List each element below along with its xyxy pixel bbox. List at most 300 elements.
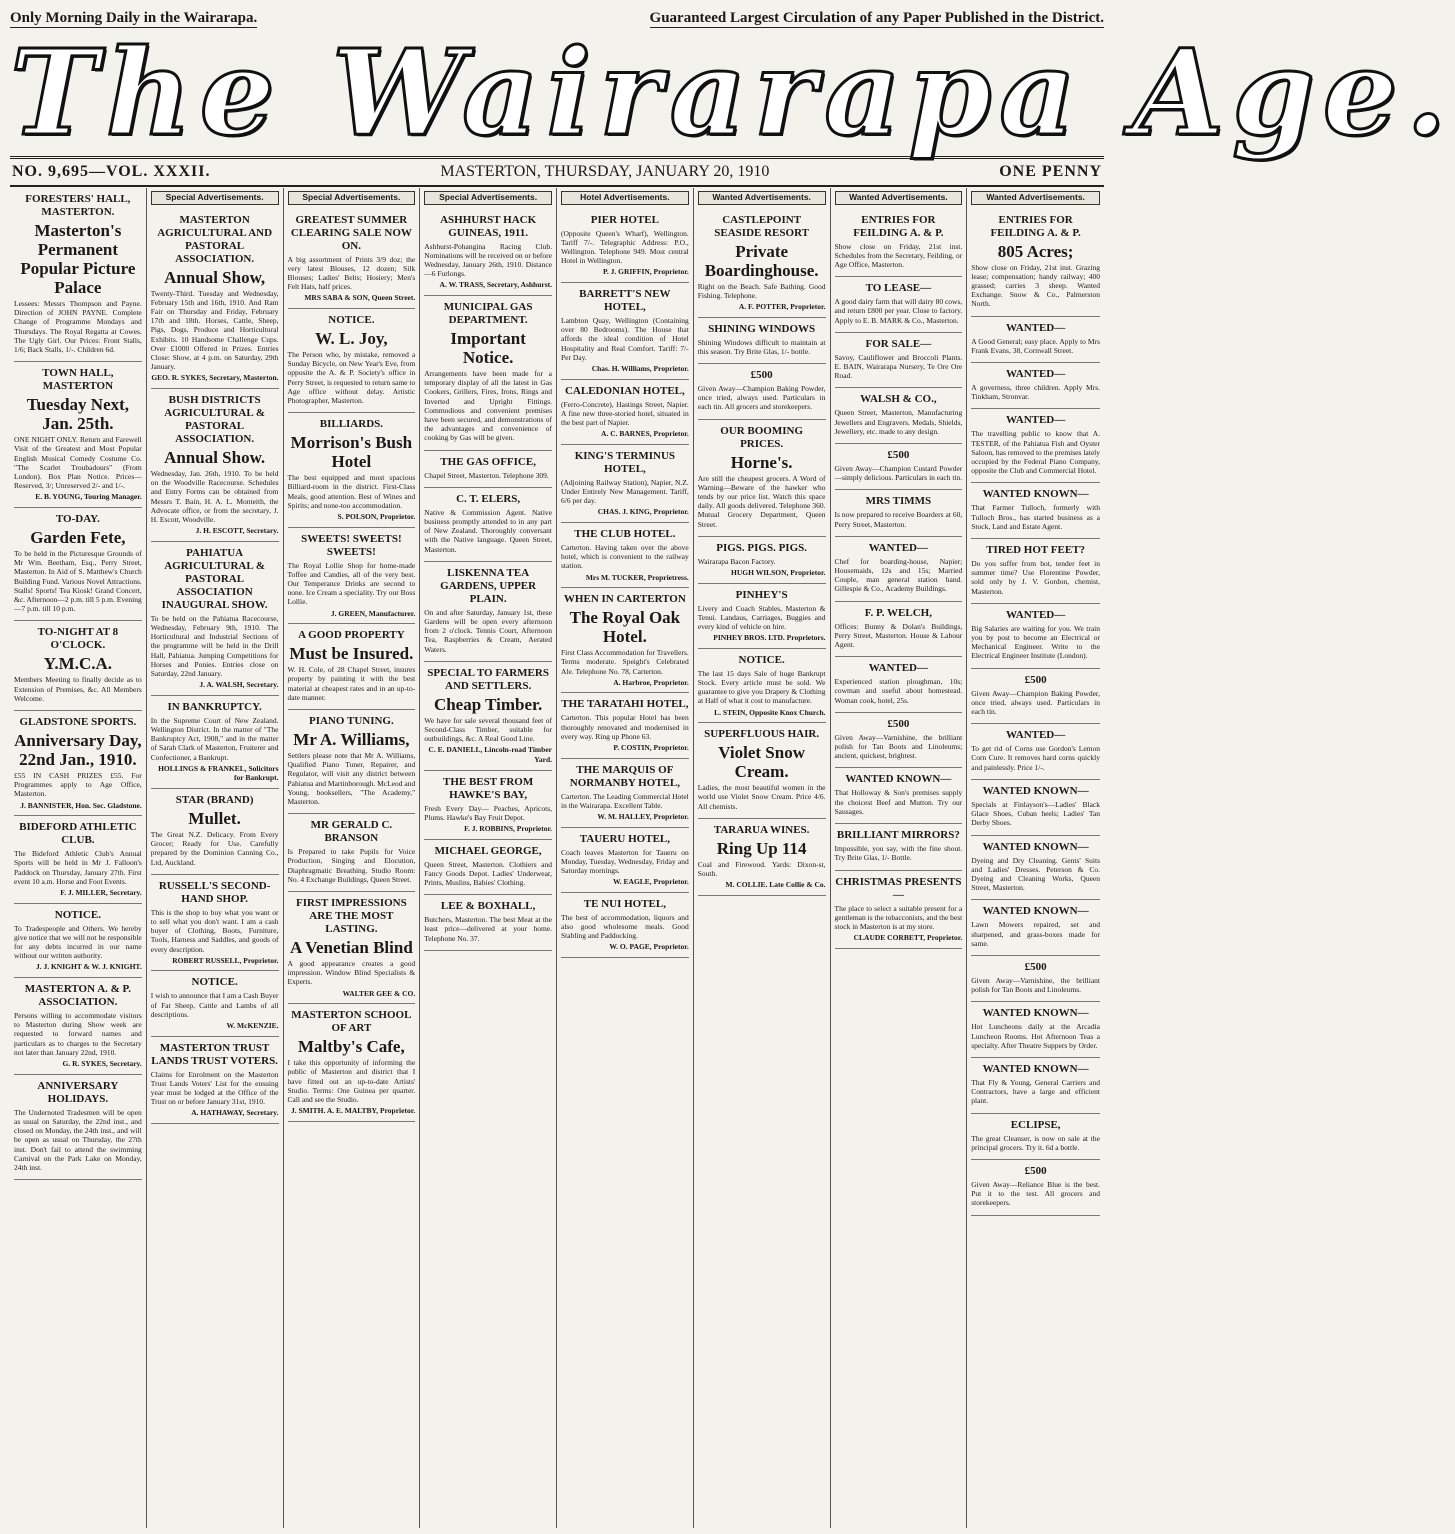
ad-title: CASTLEPOINT SEASIDE RESORT [714, 213, 809, 239]
ad-title: THE BEST FROM HAWKE'S BAY, [442, 775, 534, 801]
advertisement [424, 840, 552, 896]
ad-title: PIER HOTEL [590, 213, 659, 226]
ad-body: Big Salaries are waiting for you. We train you by post to become an Electrical or Mechanical Engineer. Write to the Electrical Engineer Institute (London). [971, 623, 1100, 661]
ad-big: Y.M.C.A. [43, 654, 113, 674]
ad-sign: W. O. PAGE, Proprietor. [609, 942, 689, 952]
ad-body: Coal and Firewood. Yards: Dixon-st, South. [697, 859, 826, 879]
top-right-slogan: Guaranteed Largest Circulation of any Paper Published in the District. [649, 10, 1104, 26]
ad-body: Livery and Coach Stables, Masterton & Tenui. Landaus, Carriages, Buggies and every kind of vehicle on hire. [697, 603, 826, 632]
ad-title: WANTED— [1005, 321, 1066, 334]
ad-title: BUSH DISTRICTS AGRICULTURAL & PASTORAL ASSOCIATION. [164, 394, 265, 446]
advertisement [151, 971, 279, 1036]
ad-body: Fresh Every Day— Peaches, Apricots, Plums. Hawke's Bay Fruit Depot. [424, 803, 552, 822]
ad-body: (Ferro-Concrete), Hastings Street, Napier. A fine new three-storied hotel, situated in the best part of Napier. [561, 399, 689, 428]
ad-body: To Tradespeople and Others. We hereby give notice that we will not be responsible for any debts incurred in our name without our written authority. [14, 923, 142, 961]
ad-sign: P. J. GRIFFIN, Proprietor. [602, 267, 689, 277]
ad-body: Right on the Beach. Safe Bathing. Good Fishing. Telephone. [697, 281, 826, 300]
ad-title: RUSSELL'S SECOND-HAND SHOP. [158, 879, 271, 905]
ad-sign: W. McKENZIE. [226, 1021, 279, 1031]
ad-body: Is Prepared to take Pupils for Voice Production, Singing and Elocution, Diaphragmatic Breathing. Studio Room: No. 4 Exchange Buildings, Queen Street. [287, 847, 416, 884]
ad-body: Given Away—Champion Baking Powder, once tried, always used. Particulars in each tin. [971, 688, 1100, 717]
ad-title: BRILLIANT MIRRORS? [836, 829, 960, 842]
advertisement [698, 584, 826, 649]
ad-sign: A. F. POTTER, Proprietor. [738, 302, 826, 311]
column-1 [10, 188, 147, 1528]
advertisement [835, 657, 963, 713]
ad-big: Annual Show. [164, 448, 266, 468]
advertisement [698, 209, 826, 318]
ad-title: LISKENNA TEA GARDENS, UPPER PLAIN. [440, 566, 537, 605]
advertisement [561, 523, 689, 588]
column-3 [284, 188, 421, 1528]
ad-body: On and after Saturday, January 1st, these Gardens will be open every afternoon from 2 o'clock. Tennis Court, Afternoon Tea, Raspberries & Cream, Aerated Waters. [424, 607, 552, 654]
ad-body: Experienced station ploughman, 10s; cowman and useful about homestead. Woman cook, hotel, 25s. [834, 677, 963, 705]
ad-body: £55 IN CASH PRIZES £55. For Programmes apply to Age Office, Masterton. [14, 771, 142, 799]
ad-body: Is now prepared to receive Boarders at 60, Perry Street, Masterton. [834, 510, 963, 529]
ad-big: Private Boardinghouse. [704, 241, 819, 280]
advertisement [14, 188, 142, 362]
ad-title: TO LEASE— [865, 282, 932, 295]
ad-title: PINHEY'S [735, 588, 788, 601]
advertisement [835, 444, 963, 490]
ad-sign: GEO. R. SYKES, Secretary, Masterton. [151, 373, 279, 383]
ad-title: TIRED HOT FEET? [986, 544, 1086, 557]
ad-body: The travelling public to know that A. TESTER, of the Pahiatua Fish and Oyster Saloon, has removed to the premises lately occupied by the Federal Piano Company, opposite the Club and Commercial Hotel. [971, 429, 1100, 476]
advertisement [424, 488, 552, 562]
ad-sign: A. Harbroe, Proprietor. [613, 677, 689, 687]
ad-body: Show close on Friday, 21st inst. Schedules from the Secretary, Feilding, or Age Office, Masterton. [834, 241, 963, 269]
ad-body: Persons willing to accommodate visitors to Masterton during Show week are requested to forward names and particulars as to charges to the Secretary not later than January 22nd, 1910. [14, 1011, 142, 1057]
advertisement [971, 483, 1100, 539]
ad-body: Lambton Quay, Wellington (Containing over 80 Bedrooms). The House that affords the ideal condition of Hotel Hospitality and Real Comfort. Tariff: 7/- Per Day. [561, 316, 689, 362]
ad-sign: J. H. ESCOTT, Secretary. [195, 526, 279, 536]
ad-sign: W. M. HALLEY, Proprietor. [597, 812, 689, 822]
ad-title: MASTERTON AGRICULTURAL AND PASTORAL ASSOCIATION. [157, 213, 273, 265]
ad-title: STAR (BRAND) [175, 794, 254, 807]
ad-sign: E. B. YOUNG, Touring Manager. [35, 492, 142, 502]
ad-body: To be held in the Picturesque Grounds of Mr Wm. Beetham, Esq., Perry Street, Masterton. In Aid of S. Matthew's Church Building Fund. Various Novel Attractions. Stalls! Sports! Tea Kiosk! Grand Concert, &c. Afternoon—2 p.m. till 5 p.m. Evening—7 p.m. till 10 p.m. [14, 549, 142, 614]
ad-body: Specials at Finlayson's—Ladies' Black Glace Shoes, Cuban heels; Ladies' Tan Derby Shoes. [971, 799, 1100, 828]
ad-sign: C. E. DANIELL, Lincoln-road Timber Yard. [428, 745, 552, 765]
ad-body: Given Away—Varnishine, the brilliant polish for Tan Boots and Linoleums; ancient, quickest, brightest. [834, 732, 963, 761]
ad-body: The last 15 days Sale of huge Bankrupt Stock. Every article must be sold. We guarantee to give you Drapery & Clothing at Half of what it cost to manufacture. [697, 668, 826, 706]
ad-big: Garden Fete, [30, 528, 126, 548]
advertisement [835, 277, 963, 333]
advertisement [14, 904, 142, 978]
ad-body: A big assortment of Prints 3/9 doz; the very latest Blouses, 12 dozen; Silk Blouses; Ladies' Belts; Hosiery; Men's Felt Hats, half prices. [287, 254, 416, 292]
column-heading: Special Advertisements. [288, 191, 416, 205]
ad-title: NOTICE. [328, 314, 375, 326]
advertisement [971, 669, 1100, 725]
advertisement [288, 309, 416, 413]
ad-body: Carterton. The Leading Commercial Hotel in the Wairarapa. Excellent Table. [561, 791, 689, 810]
ad-title: THE CLUB HOTEL. [574, 528, 676, 541]
ad-sign: ROBERT RUSSELL, Proprietor. [172, 955, 279, 965]
advertisement [288, 413, 416, 527]
advertisement [288, 624, 416, 710]
advertisement [971, 724, 1100, 780]
ad-title: WALSH & CO., [860, 393, 937, 406]
advertisement [14, 621, 142, 711]
advertisement [971, 409, 1100, 483]
ad-sign: Mrs M. TUCKER, Proprietress. [585, 572, 689, 582]
ad-sign: G. R. SYKES, Secretary. [62, 1059, 142, 1069]
ad-body: Native & Commission Agent. Native business promptly attended to in any part of New Zealand. Thoroughly conversant with the Native language. Queen Street, Masterton. [424, 507, 552, 554]
column-2 [147, 188, 284, 1528]
ad-title: THE TARATAHI HOTEL, [561, 698, 689, 711]
advertisement [288, 814, 416, 892]
ad-title: MUNICIPAL GAS DEPARTMENT. [443, 301, 533, 326]
column-heading: Hotel Advertisements. [561, 191, 689, 205]
advertisement [424, 562, 552, 662]
ad-body: The best equipped and most spacious Billiard-room in the district. First-Class Meals, good attention. Best of Wines and Spirits; and none-too accommodation. [287, 473, 416, 510]
advertisement [288, 209, 416, 309]
ad-title: PIANO TUNING. [308, 715, 394, 728]
ad-body: We have for sale several thousand feet of Second-Class Timber, suitable for outbuildings, &c. A Real Good Line. [424, 715, 552, 744]
advertisement [288, 892, 416, 1004]
advertisement [698, 649, 826, 723]
ad-body: A good dairy farm that will dairy 80 cows, and return £800 per year. Close to factory. Apply to E. B. MARK & Co., Masterton. [834, 297, 963, 325]
ad-title: WANTED KNOWN— [982, 905, 1089, 918]
ad-body: The Great N.Z. Delicacy. From Every Grocer; Ready for Use. Carefully prepared by the Dominion Canning Co., Ltd, Auckland. [150, 830, 279, 867]
advertisement [14, 711, 142, 816]
column-heading: Wanted Advertisements. [971, 191, 1100, 205]
ad-title: GLADSTONE SPORTS. [19, 716, 137, 729]
advertisement [835, 209, 963, 278]
advertisement [561, 209, 689, 283]
ad-sign: A. HATHAWAY, Secretary. [191, 1108, 279, 1118]
ad-sign: J. A. WALSH, Secretary. [199, 680, 279, 690]
ad-body: This is the shop to buy what you want or to sell what you don't want. I am a cash buyer of Clothing, Boots, Furniture, Tools, Harness and Saddles, and goods of every description. [150, 907, 279, 954]
advertisement [14, 362, 142, 508]
advertisement [151, 209, 279, 389]
ad-title: NOTICE. [54, 908, 101, 921]
masthead-title: The Wairarapa Age. [10, 23, 1455, 162]
advertisement [971, 1002, 1100, 1058]
ad-body: The Undernoted Tradesmen will be open as usual on Saturday, the 22nd inst., and closed on Monday, the 24th inst., and will be open as usual on Thursday, the 27th inst. Don't fail to attend the swimming Carnival on the Park Lake on Monday, 24th inst. [14, 1107, 142, 1172]
ad-body: Wednesday, Jan. 26th, 1910. To be held on the Woodville Racecourse. Schedules and Entry Forms can be obtained from Messrs T. Bain, H. A. L. Monteith, the Advocate office, or from the secretary, J. H. Escott, Woodville. [150, 469, 279, 525]
ad-sign: A. W. TRASS, Secretary, Ashhurst. [439, 280, 552, 290]
ad-body: Offices: Bunny & Dolan's Buildings, Perry Street, Masterton. House & Labour Agent. [834, 621, 963, 650]
ad-sign: A. C. BARNES, Proprietor. [601, 429, 689, 439]
ad-title: TO-DAY. [55, 513, 100, 526]
ad-body: To get rid of Corns use Gordon's Lemon Corn Cure. It removes hard corns quickly and painlessly. Price 1/-. [971, 744, 1100, 772]
ad-title: SHINING WINDOWS [708, 322, 816, 335]
column-8 [967, 188, 1104, 1528]
ad-sign: Chas. H. Williams, Proprietor. [591, 364, 689, 374]
ad-title: WANTED KNOWN— [982, 1062, 1089, 1075]
ad-sign: J. J. KNIGHT & W. J. KNIGHT. [35, 962, 142, 972]
ad-title: £500 [1024, 960, 1047, 973]
advertisement [835, 768, 963, 824]
ad-big: Maltby's Cafe, [298, 1037, 405, 1057]
advertisement [971, 209, 1100, 317]
ad-body: To be held on the Pahiatua Racecourse, Wednesday, February 9th, 1910. The Horticultural and Industrial Sections of the programme will be held in the Drill Hall, Pahiatua. Jumping Competitions for Horses and Ponies. Entries close on Saturday, 22nd January. [150, 613, 279, 679]
ad-body: Queen Street, Masterton, Manufacturing Jewellers and Engravers. Medals, Shields, Jewellery, etc. made to any design. [834, 408, 963, 436]
ad-body: Arrangements have been made for a temporary display of all the latest in Gas Cookers, Grillers, Fires, Irons, Rings and Inverted and Upright Fittings. Commodious and convenient premises have been secured, and demonstrations of the advantages and convenience of cooking by Gas will be given. [424, 369, 552, 443]
advertisement [835, 490, 963, 536]
ad-title: IN BANKRUPTCY. [167, 700, 262, 713]
ad-title: FORESTERS' HALL, MASTERTON. [25, 193, 131, 218]
ad-body: In the Supreme Court of New Zealand. Wellington District. In the matter of "The Bankruptcy Act, 1908," and in the matter of Sarah Clark of Masterton, Fruiterer and Confectioner, a Bankrupt. [150, 715, 279, 762]
ad-sign: HUGH WILSON, Proprietor. [731, 568, 826, 578]
ad-title: WANTED KNOWN— [982, 488, 1089, 501]
ad-title: WANTED— [1005, 414, 1066, 427]
ad-body: Do you suffer from hot, tender feet in summer time? Use Florentine Powder, sold only by J. V. Gordon, chemist, Masterton. [971, 559, 1100, 596]
ad-title: FOR SALE— [865, 337, 932, 350]
ad-title: £500 [887, 717, 910, 730]
advertisement [835, 713, 963, 769]
ad-body: Given Away—Champion Baking Powder, once tried, always used. Particulars in each tin. All grocers and storekeepers. [697, 384, 826, 412]
ad-title: SPECIAL TO FARMERS AND SETTLERS. [427, 666, 549, 692]
ad-title: WHEN IN CARTERTON [563, 593, 686, 606]
ad-title: A GOOD PROPERTY [298, 629, 405, 642]
advertisement [14, 1075, 142, 1180]
ad-body: Queen Street, Masterton. Clothiers and Fancy Goods Depot. Ladies' Underwear, Prints, Muslins, Babies' Clothing. [424, 859, 552, 888]
ad-title: LEE & BOXHALL, [440, 900, 536, 913]
ad-big: Mr A. Williams, [293, 730, 410, 750]
ad-body: I take this opportunity of informing the public of Masterton and district that I have fitted out an up-to-date Artists' Studio. Terms: One Guinea per quarter. Call and see the Studio. [287, 1058, 416, 1105]
ad-body: Dyeing and Dry Cleaning. Gents' Suits and Ladies' Dresses. Peterson & Co. Dyeing and Cleaning Works, Queen Street, Masterton. [971, 855, 1100, 893]
advertisement [288, 1004, 416, 1122]
ad-body: (Adjoining Railway Station), Napier, N.Z. Under Entirely New Management. Tariff, 6/6 per day. [561, 477, 689, 506]
ad-body: Given Away—Champion Custard Powder—simply delicious. Particulars in each tin. [834, 464, 963, 483]
advertisement [424, 771, 552, 840]
advertisement [14, 508, 142, 621]
advertisement [971, 900, 1100, 956]
advertisement [561, 445, 689, 523]
advertisement [698, 819, 826, 896]
advertisement [971, 1058, 1100, 1114]
ad-body: Lawn Mowers repaired, set and sharpened, and grass-boxes made for same. [971, 920, 1100, 948]
newspaper-page [10, 8, 1455, 1528]
ad-body: A Good General; easy place. Apply to Mrs Frank Evans, 38, Cornwall Street. [971, 336, 1100, 355]
ad-title: CALEDONIAN HOTEL, [564, 384, 685, 397]
ad-title: WANTED— [1005, 729, 1066, 742]
columns-grid [10, 188, 1104, 1528]
price-label: ONE PENNY [999, 163, 1102, 180]
ad-big: Annual Show, [164, 267, 266, 287]
ad-body: Hot Luncheons daily at the Arcadia Luncheon Rooms. Hot Afternoon Teas a specialty. After Theatre Suppers by Order. [971, 1022, 1100, 1050]
ad-body: Twenty-Third. Tuesday and Wednesday, February 15th and 16th, 1910. And Ram Fair on Thursday and Friday, February 17th and 18th. Horses, Cattle, Sheep, Pigs, Dogs, Produce and Horticultural Exhibits. 10 Handsome Challenge Cups. Over £1000 Offered in Prizes. Entries Close: Show, at 4 p.m. on Saturday, 29th January. [150, 288, 279, 372]
advertisement [14, 816, 142, 903]
ad-body: Show close on Friday, 21st inst. Grazing lease; compensation; handy railway; 400 grassed; carries 3 sheep. Wanted Exchange. Snow & Co., Palmerston North. [971, 262, 1100, 309]
column-7 [831, 188, 968, 1528]
ad-title: WANTED— [868, 541, 929, 554]
advertisement [835, 871, 963, 949]
ad-title: TOWN HALL, MASTERTON [42, 367, 114, 393]
advertisement [424, 662, 552, 771]
ad-title: BILLIARDS. [319, 418, 384, 431]
ad-sign: J. BANNISTER, Hon. Sec. Gladstone. [20, 800, 142, 810]
ad-body: The great Cleanser, is now on sale at the principal grocers. Try it. 6d a bottle. [971, 1133, 1100, 1152]
advertisement [151, 875, 279, 972]
ad-body: Shining Windows difficult to maintain at this season. Try Brite Glas, 1/- bottle. [697, 337, 826, 356]
advertisement [561, 828, 689, 893]
ad-title: CHRISTMAS PRESENTS— [835, 875, 962, 901]
ad-body: A good appearance creates a good impression. Window Blind Specialists & Experts. [287, 959, 416, 987]
ad-title: WANTED KNOWN— [845, 773, 952, 786]
ad-title: MICHAEL GEORGE, [434, 844, 542, 857]
ad-body: The Person who, by mistake, removed a Sunday Bicycle, on New Year's Eve, from opposite the A. & P. Society's office in Perry Street, is requested to return same to Age office without delay. Artistic Photographer, Masterton. [287, 350, 416, 406]
dateline-text: MASTERTON, THURSDAY, JANUARY 20, 1910 [440, 163, 770, 180]
ad-big: Must be Insured. [289, 644, 414, 664]
ad-body: Lessees: Messrs Thompson and Payne. Direction of JOHN PAYNE. Complete Change of Programme Mondays and Thursdays. The Royal Regatta at Cowes. The Ugly Girl. Our Prices: Front Stalls, 1/6; Back Stalls, 1/-. Children 6d. [14, 299, 142, 355]
ad-body: That Holloway & Son's premises supply the choicest Beef and Mutton. Try our Sausages. [834, 788, 963, 816]
ad-sign: S. POLSON, Proprietor. [337, 512, 416, 522]
advertisement [561, 588, 689, 693]
ad-title: F. P. WELCH, [864, 606, 932, 619]
ad-title: BIDEFORD ATHLETIC CLUB. [19, 821, 137, 847]
ad-title: TE NUI HOTEL, [583, 897, 666, 910]
ad-sign: CHAS. J. KING, Proprietor. [597, 507, 689, 517]
column-5 [557, 188, 694, 1528]
advertisement [561, 759, 689, 828]
advertisement [835, 333, 963, 389]
ad-title: THE GAS OFFICE, [440, 455, 536, 468]
advertisement [971, 1160, 1100, 1216]
ad-big: Tuesday Next, Jan. 25th. [26, 395, 130, 434]
advertisement [151, 696, 279, 789]
ad-big: Important Notice. [450, 329, 526, 367]
ad-sign: F. J. MILLER, Secretary. [60, 888, 142, 898]
ad-title: ECLIPSE, [1010, 1118, 1061, 1131]
ad-title: £500 [887, 449, 910, 462]
column-4 [420, 188, 557, 1528]
ad-body: The best of accommodation, liquors and also good wholesome meals. Good Stabling and Paddocking. [561, 912, 689, 941]
ad-body: Settlers please note that Mr A. Williams, Qualified Piano Tuner, Repairer, and Regulator, will visit any district between Pahiatua and Martinborough. McLeod and Young, booksellers, "The Academy," Masterton. [287, 751, 416, 807]
ad-sign: PINHEY BROS. LTD. Proprietors. [713, 633, 826, 643]
ad-body: Savoy, Cauliflower and Broccoli Plants. E. BAIN, Wairarapa Nursery, Te Ore Ore Road. [834, 352, 963, 381]
ad-title: MASTERTON TRUST LANDS TRUST VOTERS. [151, 1041, 278, 1067]
ad-title: WANTED KNOWN— [982, 840, 1089, 853]
advertisement [698, 420, 826, 537]
advertisement [561, 380, 689, 445]
ad-title: BARRETT'S NEW HOTEL, [579, 288, 671, 313]
ad-title: FIRST IMPRESSIONS ARE THE MOST LASTING. [296, 897, 407, 936]
ad-body: I wish to announce that I am a Cash Buyer of Fat Sheep, Cattle and Lambs of all descriptions. [150, 991, 279, 1019]
advertisement [835, 602, 963, 658]
ad-sign: CLAUDE CORBETT, Proprietor. [853, 933, 963, 943]
advertisement [561, 693, 689, 758]
ad-body: (Opposite Queen's Wharf), Wellington. Tariff 7/-. Telegraphic Address: P.O., Wellington. Telephone 949. Most central Hotel in Wellington. [561, 228, 689, 266]
ad-big: Mullet. [188, 809, 241, 829]
ad-body: That Fly & Young, General Carriers and Contractors, have a large and efficient plant. [971, 1077, 1100, 1106]
ad-big: Cheap Timber. [433, 694, 543, 714]
ad-title: MR GERALD C. BRANSON [310, 819, 393, 845]
ad-body: Coach leaves Masterton for Taueru on Monday, Tuesday, Wednesday, Friday and Saturday mornings. [561, 847, 689, 876]
ad-title: £500 [1024, 1164, 1047, 1177]
ad-title: £500 [1024, 673, 1047, 686]
ad-title: OUR BOOMING PRICES. [720, 424, 804, 450]
ad-title: TARARUA WINES. [713, 823, 810, 836]
advertisement [424, 296, 552, 451]
ad-title: MASTERTON SCHOOL OF ART [291, 1009, 412, 1035]
advertisement [835, 824, 963, 870]
ad-title: KING'S TERMINUS HOTEL, [574, 449, 676, 475]
advertisement [835, 388, 963, 444]
ad-title: SWEETS! SWEETS! SWEETS! [301, 532, 402, 558]
ad-body: Chapel Street, Masterton. Telephone 309. [424, 470, 549, 480]
ad-title: THE MARQUIS OF NORMANBY HOTEL, [569, 763, 680, 789]
ad-title: ANNIVERSARY HOLIDAYS. [37, 1079, 119, 1105]
ad-title: WANTED— [868, 662, 929, 675]
ad-sign: M. COLLIE. Late Collie & Co. [725, 880, 826, 890]
issue-number: NO. 9,695—VOL. XXXII. [12, 163, 211, 180]
ad-body: Are still the cheapest grocers. A Word of Warning—Beware of the hawker who tends by our price list. Watch this space daily. All goods delivered. Telephone 360. Mutual Grocery Department, Queen Street. [697, 473, 826, 529]
ad-body: ONE NIGHT ONLY. Return and Farewell Visit of the Greatest and Most Popular English Musical Comedy Costume Co. "The Scarlet Troubadours" (From London). Box Plan Notice. Prices—Reserved, 3/; Unreserved 2/- and 1/-. [14, 435, 142, 491]
column-heading: Wanted Advertisements. [698, 191, 826, 205]
ad-sign: P. COSTIN, Proprietor. [613, 743, 689, 753]
ad-title: PIGS. PIGS. PIGS. [716, 541, 808, 554]
advertisement [424, 209, 552, 296]
ad-body: W. H. Cole, of 28 Chapel Street, insures property by painting it with the best material at cheapest rates and in an up-to-date manner. [287, 665, 416, 702]
advertisement [971, 836, 1100, 901]
advertisement [151, 1037, 279, 1124]
ad-title: PAHIATUA AGRICULTURAL & PASTORAL ASSOCIATION INAUGURAL SHOW. [161, 546, 268, 611]
advertisement [151, 789, 279, 875]
advertisement [698, 723, 826, 819]
ad-big: Morrison's Bush Hotel [290, 433, 413, 472]
ad-title: ENTRIES FOR FEILDING A. & P. [853, 213, 944, 239]
ad-sign: W. EAGLE, Proprietor. [612, 877, 689, 887]
ad-big: The Royal Oak Hotel. [569, 608, 681, 647]
advertisement [971, 317, 1100, 363]
ad-title: WANTED KNOWN— [982, 784, 1089, 797]
ad-title: £500 [750, 369, 773, 381]
advertisement [151, 389, 279, 542]
advertisement [971, 363, 1100, 409]
ad-body: A governess, three children. Apply Mrs. Tinkham, Stronvar. [971, 383, 1100, 402]
advertisement [698, 364, 826, 420]
ad-body: The place to select a suitable present for a gentleman is the tobacconists, and the best stock in Masterton is at my store. [834, 903, 963, 931]
ad-body: The Royal Lollie Shop for home-made Toffee and Candies, all of the very best. Our Temperance Drinks are second to none. Ice Cream a speciality. Try our Boss Lollie. [287, 560, 416, 607]
ad-sign: J. SMITH. A. E. MALTBY, Proprietor. [290, 1106, 416, 1116]
ad-title: NOTICE. [191, 976, 238, 989]
ad-title: TAUERU HOTEL, [579, 832, 670, 845]
ad-body: Given Away—Reliance Blue is the best. Put it to the test. All grocers and storekeepers. [971, 1179, 1100, 1208]
ad-big: A Venetian Blind [289, 938, 413, 958]
ad-sign: WALTER GEE & CO. [342, 988, 416, 998]
ad-title: WANTED KNOWN— [982, 1007, 1089, 1020]
column-heading: Special Advertisements. [151, 191, 279, 205]
column-heading: Special Advertisements. [424, 191, 552, 205]
advertisement [14, 978, 142, 1075]
ad-title: MRS TIMMS [865, 495, 932, 508]
advertisement [698, 537, 826, 584]
ad-big: 805 Acres; [997, 241, 1074, 261]
ad-big: Violet Snow Cream. [718, 743, 805, 782]
ad-body: Butchers, Masterton. The best Meat at the least price—delivered at your home. Telephone No. 37. [424, 915, 552, 943]
ad-title: WANTED— [1005, 608, 1066, 621]
ad-big: W. L. Joy, [315, 329, 388, 348]
ad-sign: J. GREEN, Manufacturer. [330, 608, 416, 618]
advertisement [288, 528, 416, 625]
ad-sign: L. STEIN, Opposite Knox Church. [714, 707, 826, 717]
ad-sign: MRS SABA & SON, Queen Street. [304, 293, 416, 303]
ad-big: Anniversary Day, 22nd Jan., 1910. [14, 731, 142, 770]
column-heading: Wanted Advertisements. [835, 191, 963, 205]
ad-body: Members Meeting to finally decide as to Extension of Premises, &c. All Members Welcome. [14, 675, 142, 703]
advertisement [698, 318, 826, 364]
advertisement [971, 956, 1100, 1002]
advertisement [971, 539, 1100, 604]
advertisement [288, 710, 416, 814]
advertisement [424, 895, 552, 951]
ad-body: That Farmer Tulloch, formerly with Tulloch Bros., has started business as a Stock, Land and Estate Agent. [971, 503, 1100, 531]
advertisement [835, 537, 963, 602]
ad-body: Carterton. Having taken over the above hotel, which is convenient to the railway station. [561, 543, 689, 571]
